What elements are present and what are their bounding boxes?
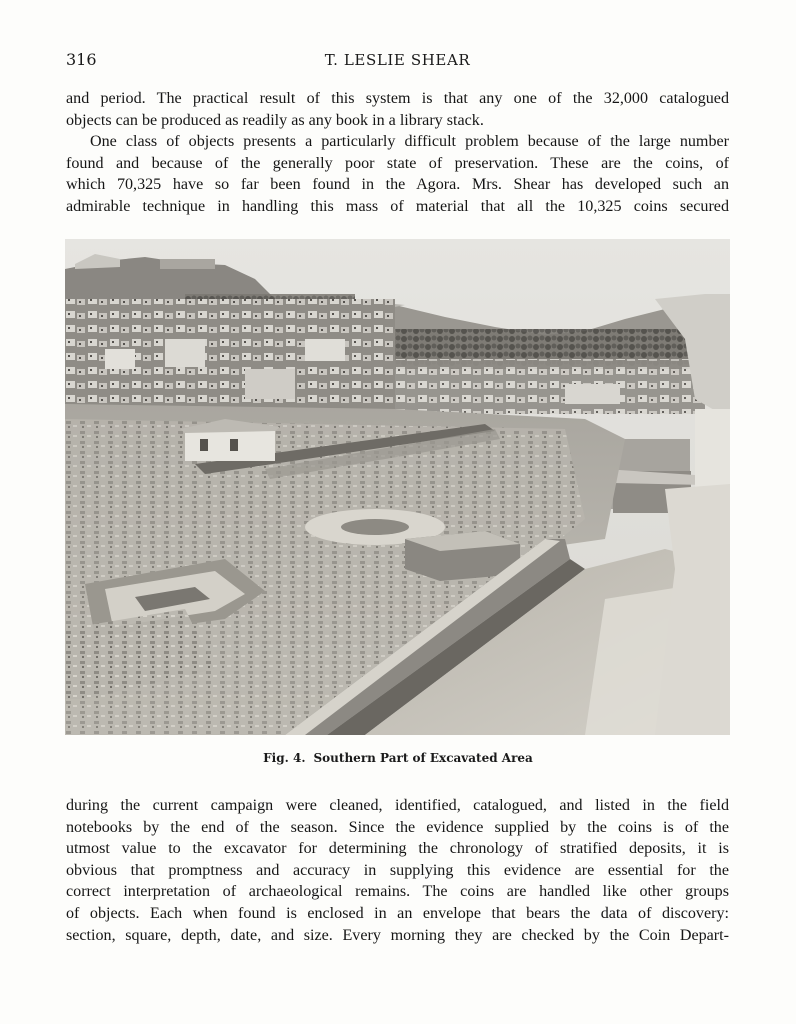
text-line: which 70,325 have so far been found in the Agora. Mrs. Shear has developed such an xyxy=(66,176,729,194)
text-line: of objects. Each when found is enclosed in an envelope that bears the data of discovery: xyxy=(66,904,729,922)
paragraph-top xyxy=(66,88,729,131)
text-line: notebooks by the end of the season. Since the evidence supplied by the coins is of the xyxy=(66,818,729,836)
text-line: during the current campaign were cleaned, identified, catalogued, and listed in the field xyxy=(66,797,729,814)
text-line: section, square, depth, date, and size. Every morning they are checked by the Coin Depart- xyxy=(66,926,729,944)
page-header xyxy=(66,50,729,74)
page-number: 316 xyxy=(66,50,97,69)
figure-caption-text: Southern Part of Excavated Area xyxy=(313,751,533,765)
text-line: admirable technique in handling this mass of material that all the 10,325 coins secured xyxy=(66,197,729,215)
paragraph-bottom xyxy=(66,795,729,946)
figure-caption xyxy=(0,751,796,765)
running-head: T. LESLIE SHEAR xyxy=(324,51,471,69)
excavation-photograph xyxy=(65,239,730,735)
text-line: objects can be produced as readily as any book in a library stack. xyxy=(66,111,484,129)
paragraph-coins xyxy=(66,131,729,217)
text-line: One class of objects presents a particularly difficult problem because of the large number xyxy=(90,133,729,150)
text-line: utmost value to the excavator for determining the chronology of stratified deposits, it is xyxy=(66,840,729,858)
figure-label: Fig. 4. xyxy=(263,751,306,765)
photo-illustration xyxy=(65,239,730,735)
text-line: correct interpretation of archaeological remains. The coins are handled like other groups xyxy=(66,883,729,901)
text-line: and period. The practical result of this system is that any one of the 32,000 catalogued xyxy=(66,90,729,107)
text-line: obvious that promptness and accuracy in supplying this evidence are essential for the xyxy=(66,861,729,879)
text-line: found and because of the generally poor state of preservation. These are the coins, of xyxy=(66,154,729,172)
